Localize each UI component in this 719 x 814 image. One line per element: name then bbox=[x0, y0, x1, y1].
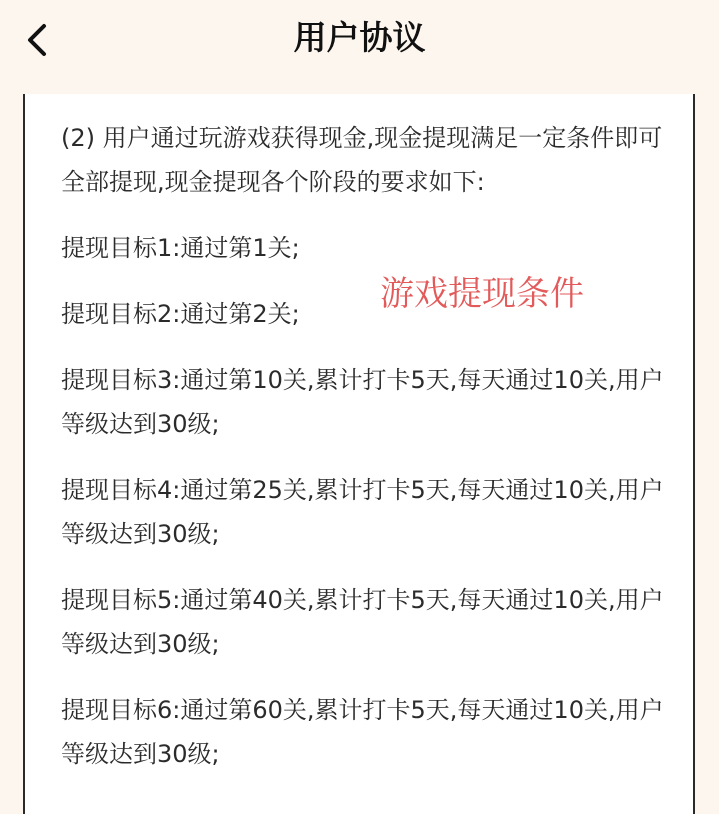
intro-paragraph: (2) 用户通过玩游戏获得现金,现金提现满足一定条件即可全部提现,现金提现各个阶段的要求如下: bbox=[61, 124, 663, 196]
top-bar bbox=[0, 0, 719, 90]
withdraw-target-6: 提现目标6:通过第60关,累计打卡5天,每天通过10关,用户等级达到30级; bbox=[61, 696, 664, 768]
page-title: 用户协议 bbox=[293, 18, 426, 57]
red-annotation-label: 游戏提现条件 bbox=[380, 274, 584, 314]
withdraw-target-3: 提现目标3:通过第10关,累计打卡5天,每天通过10关,用户等级达到30级; bbox=[61, 366, 664, 438]
withdraw-target-2: 提现目标2:通过第2关; bbox=[61, 300, 300, 328]
agreement-text bbox=[61, 116, 671, 798]
withdraw-target-5: 提现目标5:通过第40关,累计打卡5天,每天通过10关,用户等级达到30级; bbox=[61, 586, 664, 658]
withdraw-target-1: 提现目标1:通过第1关; bbox=[61, 234, 300, 262]
agreement-panel bbox=[23, 94, 695, 814]
withdraw-target-4: 提现目标4:通过第25关,累计打卡5天,每天通过10关,用户等级达到30级; bbox=[61, 476, 664, 548]
